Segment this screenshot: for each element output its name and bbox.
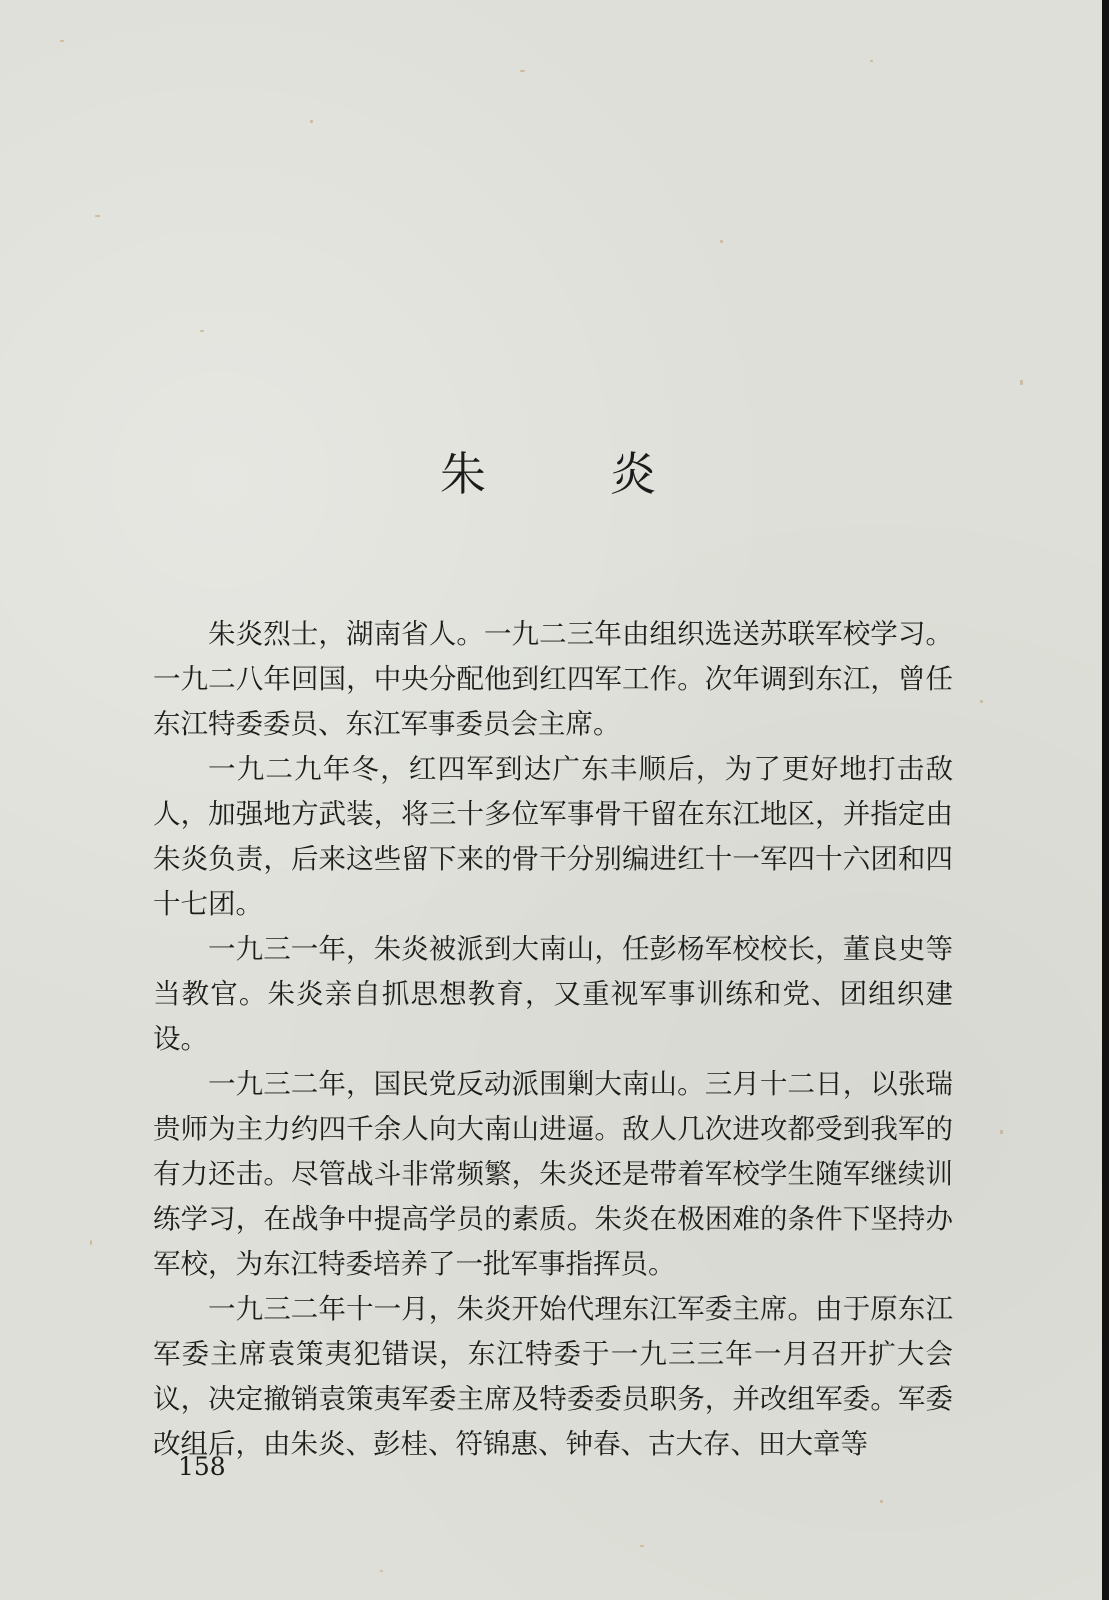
title-char-1: 朱 [440, 447, 486, 501]
body-text [153, 612, 953, 1467]
paper-fleck [60, 40, 64, 42]
paper-fleck [95, 215, 100, 217]
paper-fleck [880, 1500, 883, 1503]
page-number: 158 [178, 1452, 226, 1481]
paper-fleck [870, 60, 873, 62]
paper-fleck [980, 700, 983, 703]
paper-fleck [90, 1240, 92, 1245]
paper-fleck [1020, 380, 1023, 385]
title-char-2: 炎 [610, 447, 656, 501]
paragraph-5: 一九三二年十一月，朱炎开始代理东江军委主席。由于原东江军委主席袁策夷犯错误，东江特委于一九三三年一月召开扩大会议，决定撤销袁策夷军委主席及特委委员职务，并改组军委。军委改组后，由朱炎、彭桂、符锦惠、钟春、古大存、田大章等 [153, 1293, 953, 1460]
paper-fleck [1000, 1130, 1003, 1134]
paper-fleck [720, 240, 723, 243]
scan-edge [1102, 0, 1109, 1600]
paragraph-2: 一九二九年冬，红四军到达广东丰顺后，为了更好地打击敌人，加强地方武装，将三十多位军事骨干留在东江地区，并指定由朱炎负责，后来这些留下来的骨干分别编进红十一军四十六团和四十七团。 [153, 753, 953, 920]
paragraph-1: 朱炎烈士，湖南省人。一九二三年由组织选送苏联军校学习。一九二八年回国，中央分配他到红四军工作。次年调到东江，曾任东江特委委员、东江军事委员会主席。 [153, 618, 953, 740]
paragraph-4: 一九三二年，国民党反动派围剿大南山。三月十二日，以张瑞贵师为主力约四千余人向大南山进逼。敌人几次进攻都受到我军的有力还击。尽管战斗非常频繁，朱炎还是带着军校学生随军继续训练学习，在战争中提高学员的素质。朱炎在极困难的条件下坚持办军校，为东江特委培养了一批军事指挥员。 [153, 1068, 953, 1280]
paper-fleck [640, 1545, 644, 1547]
paragraph-3: 一九三一年，朱炎被派到大南山，任彭杨军校校长，董良史等当教官。朱炎亲自抓思想教育，又重视军事训练和党、团组织建设。 [153, 933, 953, 1055]
paper-fleck [310, 120, 313, 123]
paper-fleck [200, 330, 204, 332]
paper-fleck [520, 70, 525, 72]
paper-fleck [380, 1570, 383, 1572]
